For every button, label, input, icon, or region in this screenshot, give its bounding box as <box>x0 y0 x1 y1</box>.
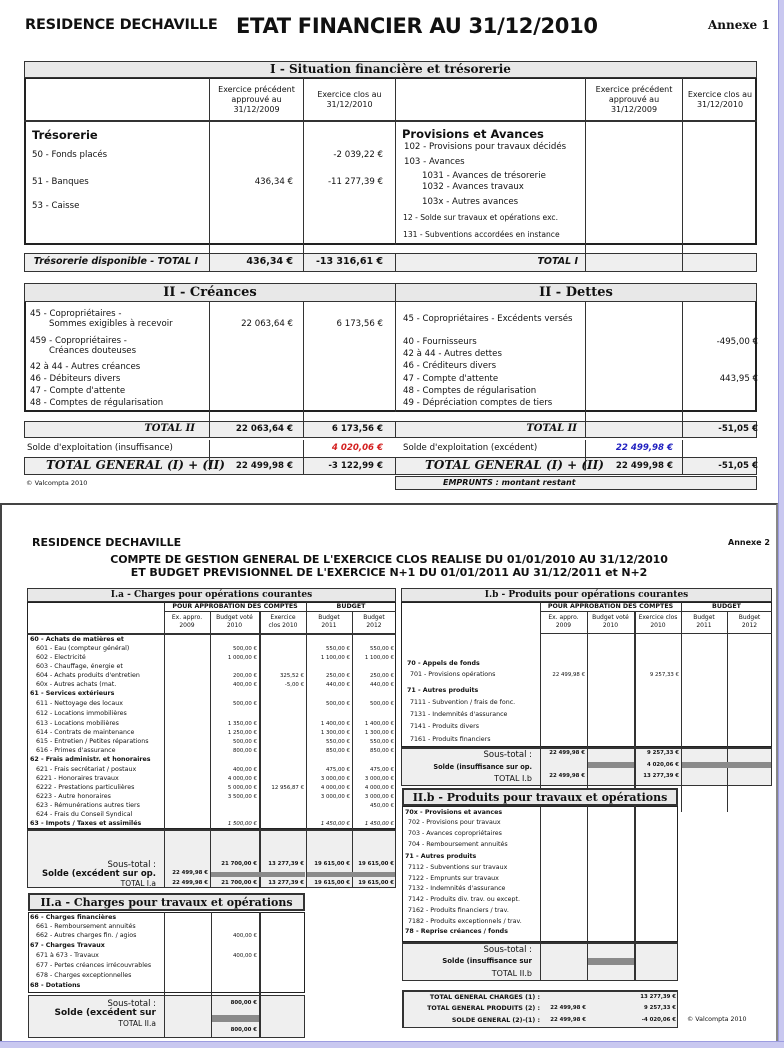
divider <box>209 421 210 438</box>
row-label: 7182 - Produits exceptionnels / trav. <box>408 918 522 925</box>
row-label: 603 - Chauffage, énergie et <box>36 663 123 670</box>
row-label: 63 - Impots / Taxes et assimilés <box>30 820 142 827</box>
copyright: © Valcompta 2010 <box>687 1016 747 1023</box>
col-header: Exercice clos 2010 <box>268 614 298 629</box>
section-1-header: I - Situation financière et trésorerie <box>24 61 757 78</box>
total-2-label: TOTAL II <box>144 423 195 434</box>
row-label: 40 - Fournisseurs <box>403 337 477 347</box>
row-value: 550,00 € <box>325 646 350 652</box>
row-value: 1 450,00 € <box>320 821 350 827</box>
divider <box>27 633 396 635</box>
residence-name: RESIDENCE DECHAVILLE <box>25 17 218 33</box>
divider <box>682 440 683 457</box>
total-produits-label: TOTAL GENERAL PRODUITS (2) : <box>427 1005 540 1012</box>
row-label: 7142 - Produits div. trav. ou except. <box>408 896 520 903</box>
row-label: 704 - Remboursement annuités <box>408 841 508 848</box>
row-label: 703 - Avances copropriétaires <box>408 830 502 837</box>
divider <box>259 829 261 888</box>
row-label: 611 - Nettoyage des locaux <box>36 700 123 707</box>
row-label: 7122 - Emprunts sur travaux <box>408 875 499 882</box>
total-2-prev: 22 063,64 € <box>235 424 293 434</box>
divider <box>540 633 772 634</box>
total-general-label-right: TOTAL GENERAL (I) + (II) <box>425 458 604 472</box>
annexe-label: Annexe 2 <box>728 538 770 547</box>
row-value: 1 300,00 € <box>320 730 350 736</box>
row-label: 7141 - Produits divers <box>410 723 479 730</box>
col-header-prev-right: Exercice précédent approuvé au 31/12/2009 <box>595 85 673 114</box>
row-label: Sommes exigibles à recevoir <box>49 319 173 329</box>
row-label: 459 - Copropriétaires - <box>30 336 127 346</box>
row-value: 3 000,00 € <box>364 794 394 800</box>
divider <box>540 942 541 981</box>
row-value: 4 000,00 € <box>227 776 257 782</box>
row-label: 614 - Contrats de maintenance <box>36 729 135 736</box>
row-value: 325,52 € <box>279 673 304 679</box>
row-value: -495,00 € <box>716 337 758 347</box>
row-label: 102 - Provisions pour travaux décidés <box>404 142 567 152</box>
sous-total-value: 9 257,33 € <box>646 750 679 756</box>
row-label: 604 - Achats produits d'entretien <box>36 672 140 679</box>
row-label: 613 - Locations mobilières <box>36 720 119 727</box>
creances-header: II - Créances <box>24 283 396 302</box>
row-value: 9 257,33 € <box>649 672 679 678</box>
divider <box>585 421 586 438</box>
solde-value: 22 499,98 € <box>172 870 208 876</box>
tresorerie-title: Trésorerie <box>32 128 98 142</box>
row-label: 78 - Reprise créances / fonds <box>405 928 508 935</box>
divider <box>24 120 757 122</box>
row-label: 7131 - Indemnités d'assurance <box>410 711 508 718</box>
gray-fill <box>682 762 771 768</box>
row-value: 550,00 € <box>325 739 350 745</box>
row-value: 475,00 € <box>325 767 350 773</box>
row-value: 440,00 € <box>325 682 350 688</box>
row-label: 624 - Frais du Conseil Syndical <box>36 811 133 818</box>
col-header-clos-right: Exercice clos au 31/12/2010 <box>687 90 753 109</box>
divider <box>306 829 307 888</box>
gray-fill <box>212 1015 259 1022</box>
total-produits-clos: 9 257,33 € <box>643 1005 676 1011</box>
row-label: 1031 - Avances de trésorerie <box>422 171 546 181</box>
row-value: 400,00 € <box>232 933 257 939</box>
divider <box>634 942 636 981</box>
total-2-clos: 6 173,56 € <box>331 424 383 434</box>
annexe-label: Annexe 1 <box>708 18 770 32</box>
divider <box>585 245 586 272</box>
row-value: 850,00 € <box>325 748 350 754</box>
sous-total-label: Sous-total : <box>107 860 156 870</box>
row-value: 250,00 € <box>325 673 350 679</box>
row-value: 500,00 € <box>369 701 394 707</box>
row-value: 1 300,00 € <box>364 730 394 736</box>
divider <box>540 611 772 612</box>
divider <box>303 421 304 438</box>
row-value: 4 000,00 € <box>320 785 350 791</box>
row-label: 47 - Compte d'attente <box>30 386 126 396</box>
total-label: TOTAL I.b <box>494 774 532 783</box>
charges-travaux-header: II.a - Charges pour travaux et opérations <box>28 893 305 911</box>
divider <box>352 829 353 888</box>
row-value: 1 350,00 € <box>227 721 257 727</box>
page-title-line-2: ET BUDGET PREVISIONNEL DE L'EXERCICE N+1 DU 01/01/2011 AU 31/12/2011 et N+2 <box>130 566 648 579</box>
row-label: 70x - Provisions et avances <box>405 809 503 816</box>
col-group-approbation: POUR APPROBATION DES COMPTES <box>172 603 298 610</box>
total-general-prev: 22 499,98 € <box>235 461 293 471</box>
divider <box>303 302 304 432</box>
row-value: 3 000,00 € <box>364 776 394 782</box>
sous-total-label: Sous-total : <box>483 945 532 955</box>
row-value: 6 173,56 € <box>336 319 383 329</box>
solde-label: Solde (insuffisance sur op. <box>433 763 532 771</box>
total-value: 21 700,00 € <box>221 880 257 886</box>
row-value: 475,00 € <box>369 767 394 773</box>
row-value: 443,95 € <box>719 374 758 384</box>
row-label: 701 - Provisions opérations <box>410 671 496 678</box>
divider <box>164 611 396 612</box>
row-label: 42 à 44 - Autres créances <box>30 362 141 372</box>
total-value: 19 615,00 € <box>358 880 394 886</box>
row-label: 601 - Eau (compteur général) <box>36 645 130 652</box>
row-value: 800,00 € <box>232 748 257 754</box>
total-2-label-right: TOTAL II <box>526 423 577 434</box>
produits-courants-header: I.b - Produits pour opérations courantes <box>401 588 772 602</box>
row-label: 60x - Autres achats (mat. <box>36 681 117 688</box>
divider <box>164 829 165 888</box>
row-value: 500,00 € <box>325 701 350 707</box>
row-label: 623 - Rémunérations autres tiers <box>36 802 140 809</box>
row-label: 612 - Locations immobilières <box>36 710 127 717</box>
row-label: 60 - Achats de matières et <box>30 636 124 643</box>
divider <box>634 747 636 786</box>
divider <box>210 829 211 888</box>
divider <box>682 302 683 432</box>
row-label: 702 - Provisions pour travaux <box>408 819 501 826</box>
row-value: 500,00 € <box>232 739 257 745</box>
row-value: 400,00 € <box>232 682 257 688</box>
row-value: 3 500,00 € <box>227 794 257 800</box>
row-label: 45 - Copropriétaires - <box>30 309 122 319</box>
row-value: 400,00 € <box>232 767 257 773</box>
row-value: 12 956,87 € <box>271 785 304 791</box>
total-general-prev-right: 22 499,98 € <box>615 461 673 471</box>
row-value: 500,00 € <box>232 646 257 652</box>
row-value: -11 277,39 € <box>327 177 383 187</box>
row-value: 4 000,00 € <box>364 785 394 791</box>
row-label: 661 - Remboursement annuités <box>36 923 136 930</box>
row-value: 22 499,98 € <box>552 672 585 678</box>
row-label: 103 - Avances <box>404 157 465 167</box>
solde-excedent-value: 22 499,98 € <box>615 443 673 453</box>
row-value: 450,00 € <box>369 803 394 809</box>
row-value: 3 000,00 € <box>320 794 350 800</box>
divider <box>164 995 165 1038</box>
row-label: 47 - Compte d'attente <box>403 374 499 384</box>
solde-general-label: SOLDE GENERAL (2)-(1) : <box>451 1017 540 1024</box>
sous-total-label: Sous-total : <box>107 999 156 1009</box>
total-1-prev: 436,34 € <box>246 256 293 267</box>
row-label: 12 - Solde sur travaux et opérations exc. <box>403 213 559 222</box>
row-label: 48 - Comptes de régularisation <box>30 398 164 408</box>
divider <box>395 78 396 245</box>
row-label: 71 - Autres produits <box>407 687 479 694</box>
total-value: 800,00 € <box>230 1027 257 1033</box>
sous-total-value: 19 615,00 € <box>358 861 394 867</box>
total-charges-clos: 13 277,39 € <box>640 994 676 1000</box>
row-label: 6223 - Autre honoraires <box>36 793 111 800</box>
row-value: 1 100,00 € <box>364 655 394 661</box>
row-label: 61 - Services extérieurs <box>30 690 115 697</box>
row-label: 66 - Charges financières <box>30 914 117 921</box>
row-value: -2 039,22 € <box>333 150 383 160</box>
divider <box>395 302 396 412</box>
solde-excedent-label: Solde d'exploitation (excédent) <box>403 443 538 453</box>
divider <box>682 245 683 272</box>
divider <box>395 253 396 272</box>
total-1-label: Trésorerie disponible - TOTAL I <box>33 256 198 267</box>
row-label: 616 - Primes d'assurance <box>36 747 116 754</box>
divider <box>585 302 586 432</box>
total-2-row <box>24 421 757 438</box>
sous-total-value: 19 615,00 € <box>314 861 350 867</box>
divider <box>585 440 586 457</box>
row-value: 250,00 € <box>369 673 394 679</box>
solde-general-clos: -4 020,06 € <box>641 1017 676 1023</box>
divider <box>540 747 541 786</box>
row-label: Créances douteuses <box>49 346 137 356</box>
row-label: 621 - Frais secrétariat / postaux <box>36 766 137 773</box>
emprunts-label: EMPRUNTS : montant restant <box>443 478 576 487</box>
horizontal-scroll-area <box>0 1041 784 1048</box>
sous-total-value: 800,00 € <box>230 1000 257 1006</box>
col-header: Budget voté 2010 <box>592 614 629 629</box>
row-value: 440,00 € <box>369 682 394 688</box>
row-value: 1 500,00 € <box>227 821 257 827</box>
divider <box>259 995 261 1038</box>
col-header: Budget 2011 <box>693 614 715 629</box>
col-group-budget: BUDGET <box>712 603 741 610</box>
solde-insuffisance-label: Solde d'exploitation (insuffisance) <box>27 443 173 453</box>
total-value: 19 615,00 € <box>314 880 350 886</box>
row-label: 662 - Autres charges fin. / agios <box>36 932 137 939</box>
row-label: 131 - Subventions accordées en instance <box>403 230 560 239</box>
row-value: 1 400,00 € <box>364 721 394 727</box>
row-value: -5,00 € <box>284 682 304 688</box>
row-label: 62 - Frais administr. et honoraires <box>30 756 151 763</box>
row-label: 53 - Caisse <box>32 201 80 211</box>
row-label: 49 - Dépréciation comptes de tiers <box>403 398 553 408</box>
row-label: 6222 - Prestations particulières <box>36 784 135 791</box>
row-label: 71 - Autres produits <box>405 853 477 860</box>
col-header: Ex. appro. 2009 <box>171 614 203 629</box>
gray-fill <box>211 872 305 877</box>
row-value: 1 400,00 € <box>320 721 350 727</box>
divider <box>395 457 396 475</box>
row-label: 103x - Autres avances <box>422 197 519 207</box>
divider <box>209 245 210 272</box>
sous-total-value: 13 277,39 € <box>268 861 304 867</box>
row-label: 46 - Créditeurs divers <box>403 361 497 371</box>
row-label: 677 - Pertes créances irrécouvrables <box>36 962 152 969</box>
divider <box>209 302 210 432</box>
row-label: 678 - Charges exceptionnelles <box>36 972 132 979</box>
row-value: 5 000,00 € <box>227 785 257 791</box>
sous-total-value: 21 700,00 € <box>221 861 257 867</box>
page-title: ETAT FINANCIER AU 31/12/2010 <box>236 14 598 38</box>
gray-fill <box>588 958 634 965</box>
row-value: 1 000,00 € <box>227 655 257 661</box>
col-header: Ex. appro. 2009 <box>548 614 579 629</box>
solde-label: Solde (excédent sur op. <box>42 869 156 879</box>
solde-value: 4 020,06 € <box>646 762 679 768</box>
divider <box>682 421 683 438</box>
total-value: 22 499,98 € <box>549 773 585 779</box>
row-label: 7161 - Produits financiers <box>410 736 491 743</box>
col-group-approbation: POUR APPROBATION DES COMPTES <box>547 603 674 610</box>
divider <box>209 440 210 457</box>
total-1-clos: -13 316,61 € <box>315 256 383 267</box>
col-header: Budget 2012 <box>738 614 761 629</box>
total-charges-label: TOTAL GENERAL CHARGES (1) : <box>429 994 540 1001</box>
produits-travaux-header: II.b - Produits pour travaux et opérations <box>402 788 678 806</box>
gray-fill <box>307 872 395 877</box>
row-value: 436,34 € <box>254 177 293 187</box>
row-value: 500,00 € <box>232 701 257 707</box>
row-label: 51 - Banques <box>32 177 89 187</box>
row-value: 400,00 € <box>232 953 257 959</box>
row-label: 1032 - Avances travaux <box>422 182 524 192</box>
annexe-1-page <box>0 0 778 503</box>
total-label: TOTAL II.b <box>491 969 532 978</box>
charges-courantes-header: I.a - Charges pour opérations courantes <box>27 588 396 602</box>
row-label: 50 - Fonds placés <box>32 150 108 160</box>
row-value: 3 000,00 € <box>320 776 350 782</box>
divider <box>303 457 304 475</box>
col-header: Budget 2011 <box>318 614 340 629</box>
col-header: Budget 2012 <box>363 614 385 629</box>
provisions-title: Provisions et Avances <box>402 127 544 141</box>
solde-insuffisance-value: 4 020,06 € <box>331 443 383 453</box>
copyright: © Valcompta 2010 <box>26 479 88 487</box>
total-general-clos-right: -51,05 € <box>718 461 758 471</box>
total-general-clos: -3 122,99 € <box>328 461 383 471</box>
row-label: 6221 - Honoraires travaux <box>36 775 119 782</box>
row-value: 1 450,00 € <box>364 821 394 827</box>
total-produits-prev: 22 499,98 € <box>550 1005 586 1011</box>
divider <box>395 421 396 438</box>
vertical-scrollbar[interactable] <box>778 0 784 1048</box>
sous-total-label: Sous-total : <box>483 750 532 760</box>
solde-general-prev: 22 499,98 € <box>550 1017 586 1023</box>
dettes-header: II - Dettes <box>395 283 757 302</box>
row-value: 550,00 € <box>369 739 394 745</box>
total-1-label-right: TOTAL I <box>537 256 578 267</box>
residence-name: RESIDENCE DECHAVILLE <box>32 536 182 549</box>
col-header-prev: Exercice précédent approuvé au 31/12/2009 <box>218 85 295 114</box>
row-label: 7162 - Produits financiers / trav. <box>408 907 509 914</box>
row-value: 1 100,00 € <box>320 655 350 661</box>
row-label: 615 - Entretien / Petites réparations <box>36 738 149 745</box>
row-label: 671 à 673 - Travaux <box>36 952 99 959</box>
row-label: 602 - Electricité <box>36 654 86 661</box>
total-label: TOTAL I.a <box>120 879 156 888</box>
col-group-budget: BUDGET <box>336 603 366 610</box>
col-header: Exercice clos 2010 <box>638 614 678 629</box>
row-label: 42 à 44 - Autres dettes <box>403 349 502 359</box>
row-label: 7111 - Subvention / frais de fonc. <box>410 699 516 706</box>
row-label: 48 - Comptes de régularisation <box>403 386 537 396</box>
divider <box>303 245 304 272</box>
row-label: 70 - Appels de fonds <box>407 660 480 667</box>
col-header: Budget voté 2010 <box>216 614 253 629</box>
row-value: 200,00 € <box>232 673 257 679</box>
row-label: 46 - Débiteurs divers <box>30 374 121 384</box>
gray-fill <box>588 762 634 768</box>
divider <box>682 457 683 475</box>
solde-label: Solde (excédent sur <box>54 1008 156 1018</box>
divider <box>303 440 304 457</box>
total-label: TOTAL II.a <box>118 1019 156 1028</box>
total-value: 22 499,98 € <box>172 880 208 886</box>
row-label: 68 - Dotations <box>30 982 81 989</box>
sous-total-value: 22 499,98 € <box>549 750 585 756</box>
row-value: 22 063,64 € <box>241 319 293 329</box>
row-label: 45 - Copropriétaires - Excédents versés <box>403 314 573 324</box>
page-title-line-1: COMPTE DE GESTION GENERAL DE L'EXERCICE CLOS REALISE DU 01/01/2010 AU 31/12/2010 <box>110 553 668 566</box>
total-value: 13 277,39 € <box>268 880 304 886</box>
row-label: 7112 - Subventions sur travaux <box>408 864 508 871</box>
row-label: 67 - Charges Travaux <box>30 942 105 949</box>
row-value: 850,00 € <box>369 748 394 754</box>
solde-label: Solde (insuffisance sur <box>442 957 532 965</box>
total-general-label: TOTAL GENERAL (I) + (II) <box>46 458 225 472</box>
total-2-clos-right: -51,05 € <box>718 424 758 434</box>
total-value: 13 277,39 € <box>643 773 679 779</box>
row-value: 1 250,00 € <box>227 730 257 736</box>
row-value: 550,00 € <box>369 646 394 652</box>
col-header-clos: Exercice clos au 31/12/2010 <box>317 90 382 109</box>
row-label: 7132 - Indemnités d'assurance <box>408 885 506 892</box>
